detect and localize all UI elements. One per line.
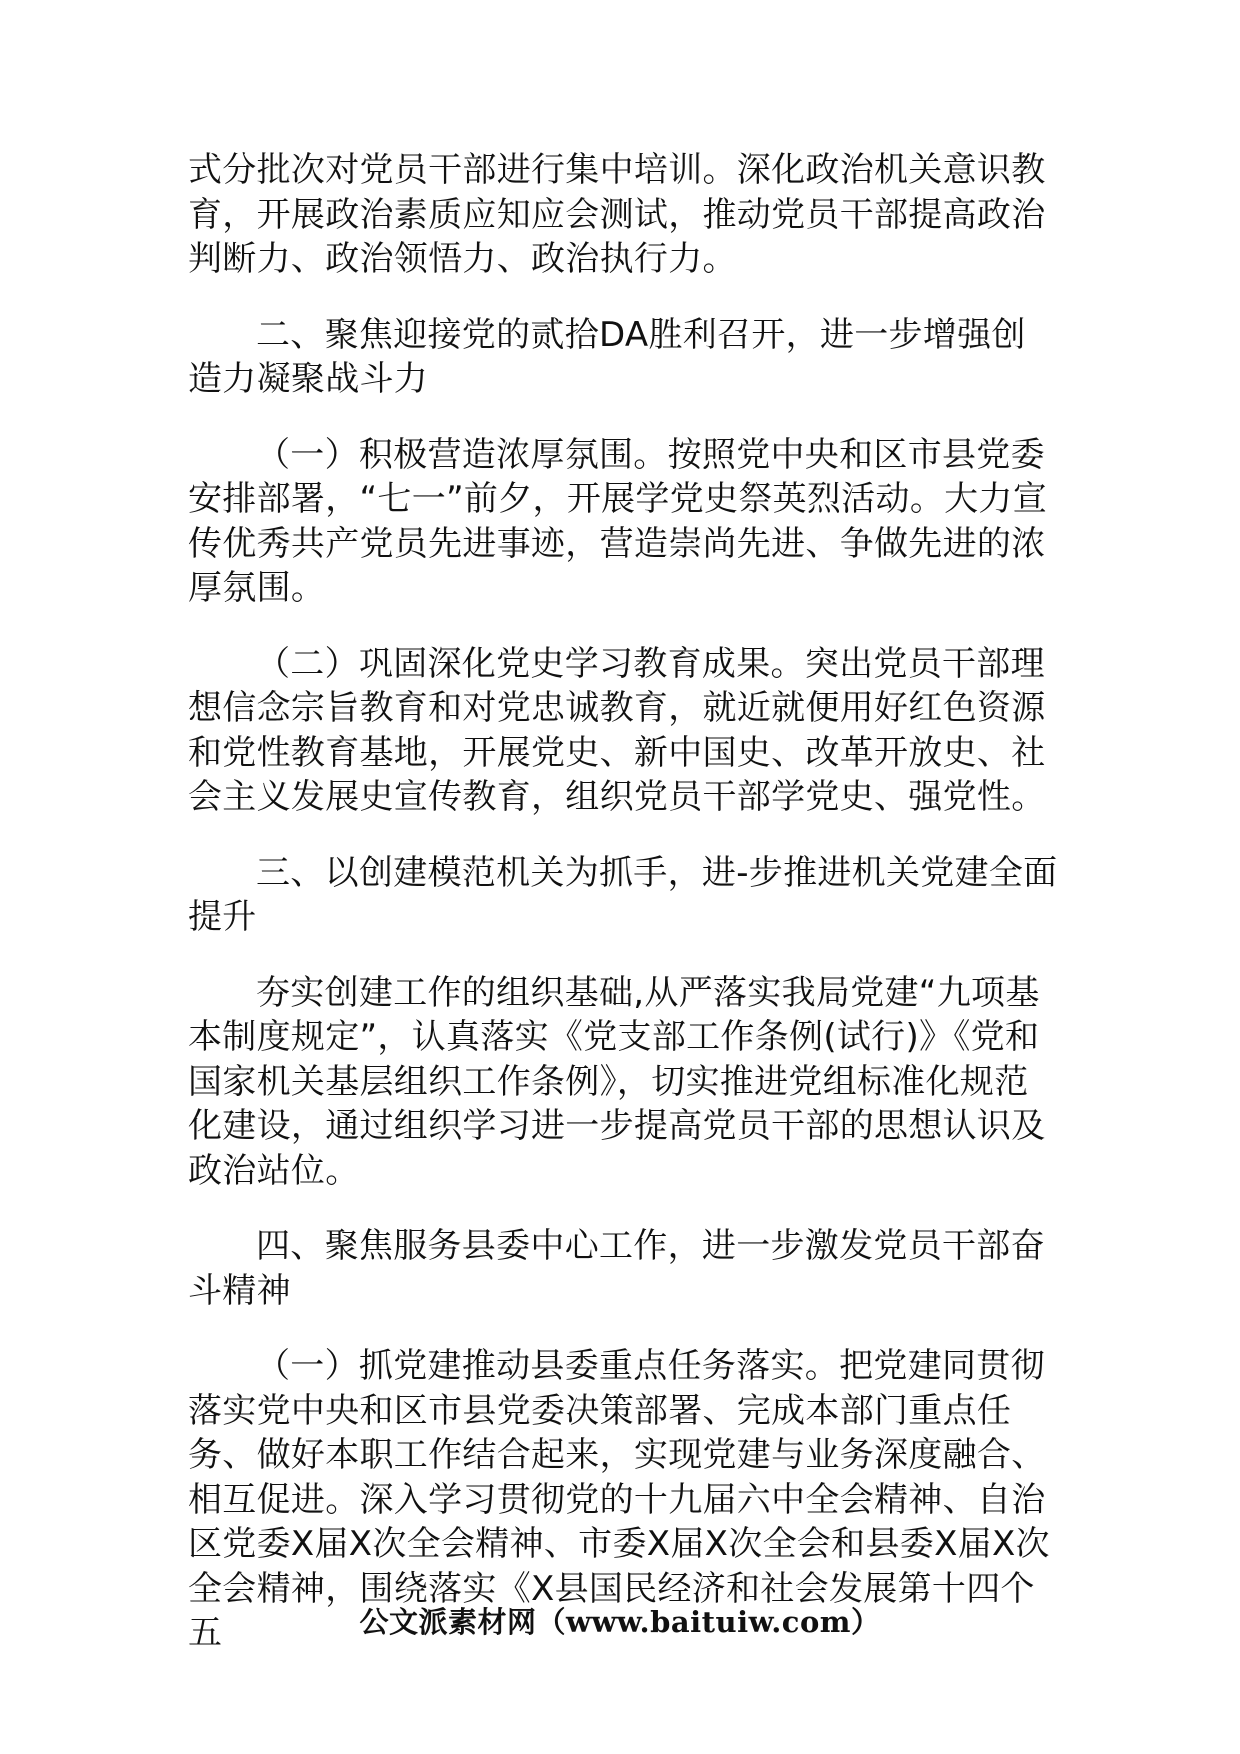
page-footer-watermark: 公文派素材网（www.baituiw.com） [359,1605,881,1639]
paragraph-1: 式分批次对党员干部进行集中培训。深化政治机关意识教育，开展政治素质应知应会测试，推动党员干部提高政治判断力、政治领悟力、政治执行力。 [188,150,1046,279]
document-body [188,148,1058,1687]
section-heading-3: 三、以创建模范机关为抓手，进-步推进机关党建全面提升 [188,852,1058,937]
paragraph-4-1: （一）抓党建推动县委重点任务落实。把党建同贯彻落实党中央和区市县党委决策部署、完成本部门重点任务、做好本职工作结合起来，实现党建与业务深度融合、相互促进。深入学习贯彻党的十九届六中全会精神、自治区党委X届X次全会精神、市委X届X次全会和县委X届X次全会精神，围绕落实《X县国民经济和社会发展第十四个五 [188,1346,1050,1653]
paragraph-3-1: 夯实创建工作的组织基础,从严落实我局党建“九项基本制度规定”，认真落实《党支部工作条例(试行)》《党和国家机关基层组织工作条例》，切实推进党组标准化规范化建设，通过组织学习进一步提高党员干部的思想认识及政治站位。 [188,972,1046,1191]
paragraph-2-2: （二）巩固深化党史学习教育成果。突出党员干部理想信念宗旨教育和对党忠诚教育，就近就便用好红色资源和党性教育基地，开展党史、新中国史、改革开放史、社会主义发展史宣传教育，组织党员干部学党史、强党性。 [188,643,1046,817]
paragraph-2-1: （一）积极营造浓厚氛围。按照党中央和区市县党委安排部署，“七一”前夕，开展学党史祭英烈活动。大力宣传优秀共产党员先进事迹，营造崇尚先进、争做先进的浓厚氛围。 [188,434,1048,608]
section-heading-4: 四、聚焦服务县委中心工作，进一步激发党员干部奋斗精神 [188,1226,1045,1311]
section-heading-2: 二、聚焦迎接党的贰拾DA胜利召开，进一步增强创造力凝聚战斗力 [188,314,1026,399]
